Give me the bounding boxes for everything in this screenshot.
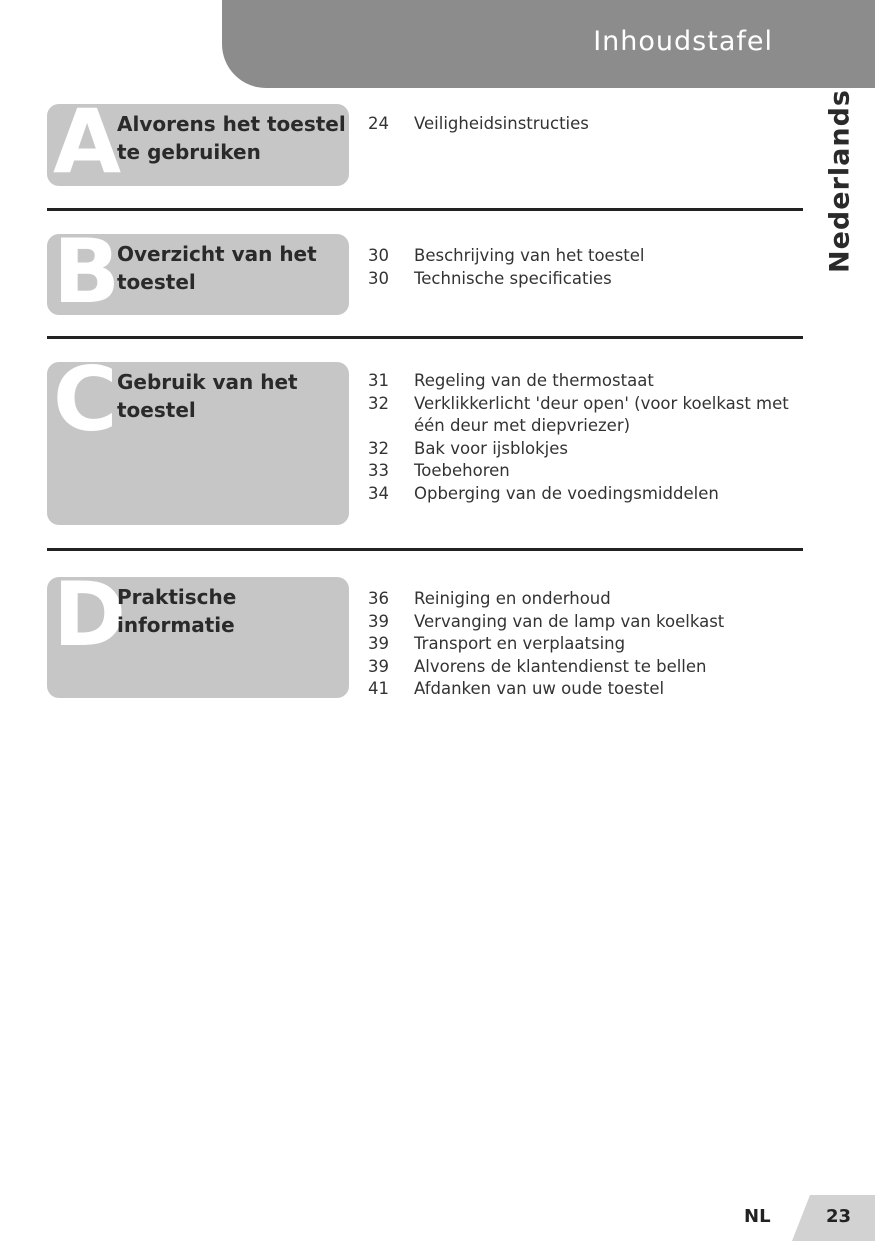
header-tab: [222, 0, 875, 88]
language-label: Nederlands: [824, 89, 856, 273]
entry-text: Toebehoren: [414, 461, 510, 480]
toc-entry[interactable]: [368, 268, 808, 291]
entry-page: 41: [368, 679, 389, 698]
section-title: [117, 110, 347, 166]
section-divider: [47, 208, 803, 211]
entry-text: Technische specificaties: [414, 268, 612, 288]
entry-page: 32: [368, 393, 389, 413]
entry-page: 30: [368, 268, 389, 288]
entry-text: Bak voor ijsblokjes: [414, 438, 569, 458]
entry-page: 31: [368, 371, 389, 390]
section-title-line: Alvorens het toestel: [117, 112, 346, 136]
toc-entry[interactable]: [368, 588, 808, 611]
section-d-box: [47, 563, 349, 698]
entry-text: [414, 393, 808, 438]
section-divider: [47, 548, 803, 551]
section-title: [117, 240, 347, 296]
entry-text: Afdanken van uw oude toestel: [414, 679, 665, 698]
entry-text-line: één deur met diepvriezer): [414, 416, 631, 435]
entry-page: 36: [368, 589, 389, 608]
section-a-entries: [368, 113, 808, 136]
section-title: [117, 368, 347, 424]
toc-entry[interactable]: [368, 483, 808, 506]
section-b-box: [47, 220, 349, 323]
entry-page: 39: [368, 634, 389, 653]
section-title: [117, 583, 347, 639]
entry-text: Transport en verplaatsing: [414, 634, 626, 653]
toc-entry[interactable]: [368, 460, 808, 483]
section-letter: D: [53, 563, 127, 666]
toc-entry[interactable]: [368, 438, 808, 461]
toc-entry[interactable]: [368, 656, 808, 679]
section-title-line: toestel: [117, 398, 196, 422]
toc-entry[interactable]: [368, 393, 808, 438]
toc-entry[interactable]: [368, 611, 808, 634]
entry-page: 30: [368, 246, 389, 265]
entry-text: Alvorens de klantendienst te bellen: [414, 656, 707, 676]
section-title-line: toestel: [117, 270, 196, 294]
section-d-entries: [368, 588, 808, 701]
section-letter: A: [53, 90, 122, 193]
entry-text: Opberging van de voedingsmiddelen: [414, 483, 719, 503]
entry-text-line: Verklikkerlicht 'deur open' (voor koelkast met: [414, 393, 789, 413]
section-divider: [47, 336, 803, 339]
entry-page: 39: [368, 611, 389, 631]
entry-text: Beschrijving van het toestel: [414, 246, 645, 265]
language-side-label: [820, 89, 860, 273]
toc-entry[interactable]: [368, 113, 808, 136]
section-letter: B: [53, 220, 121, 323]
entry-page: 39: [368, 656, 389, 676]
entry-text: Vervanging van de lamp van koelkast: [414, 611, 725, 631]
toc-entry[interactable]: [368, 678, 808, 701]
entry-text: Regeling van de thermostaat: [414, 371, 654, 390]
footer-language: NL: [744, 1206, 771, 1227]
entry-page: 34: [368, 483, 389, 503]
section-c-box: [47, 348, 349, 525]
entry-page: 32: [368, 438, 389, 458]
page-number: 23: [826, 1206, 852, 1227]
section-letter: C: [53, 348, 118, 451]
section-b-entries: [368, 245, 808, 290]
section-title-line: Gebruik van het: [117, 370, 298, 394]
entry-page: 24: [368, 114, 389, 133]
toc-entry[interactable]: [368, 370, 808, 393]
section-title-line: Praktische informatie: [117, 585, 237, 637]
entry-text: Reiniging en onderhoud: [414, 589, 611, 608]
entry-page: 33: [368, 461, 389, 480]
section-c-entries: [368, 370, 808, 505]
page-title: Inhoudstafel: [593, 26, 773, 57]
toc-entry[interactable]: [368, 245, 808, 268]
toc-entry[interactable]: [368, 633, 808, 656]
section-title-line: Overzicht van het: [117, 242, 317, 266]
entry-text: Veiligheidsinstructies: [414, 114, 589, 133]
section-a-box: [47, 90, 349, 193]
section-title-line: te gebruiken: [117, 140, 261, 164]
